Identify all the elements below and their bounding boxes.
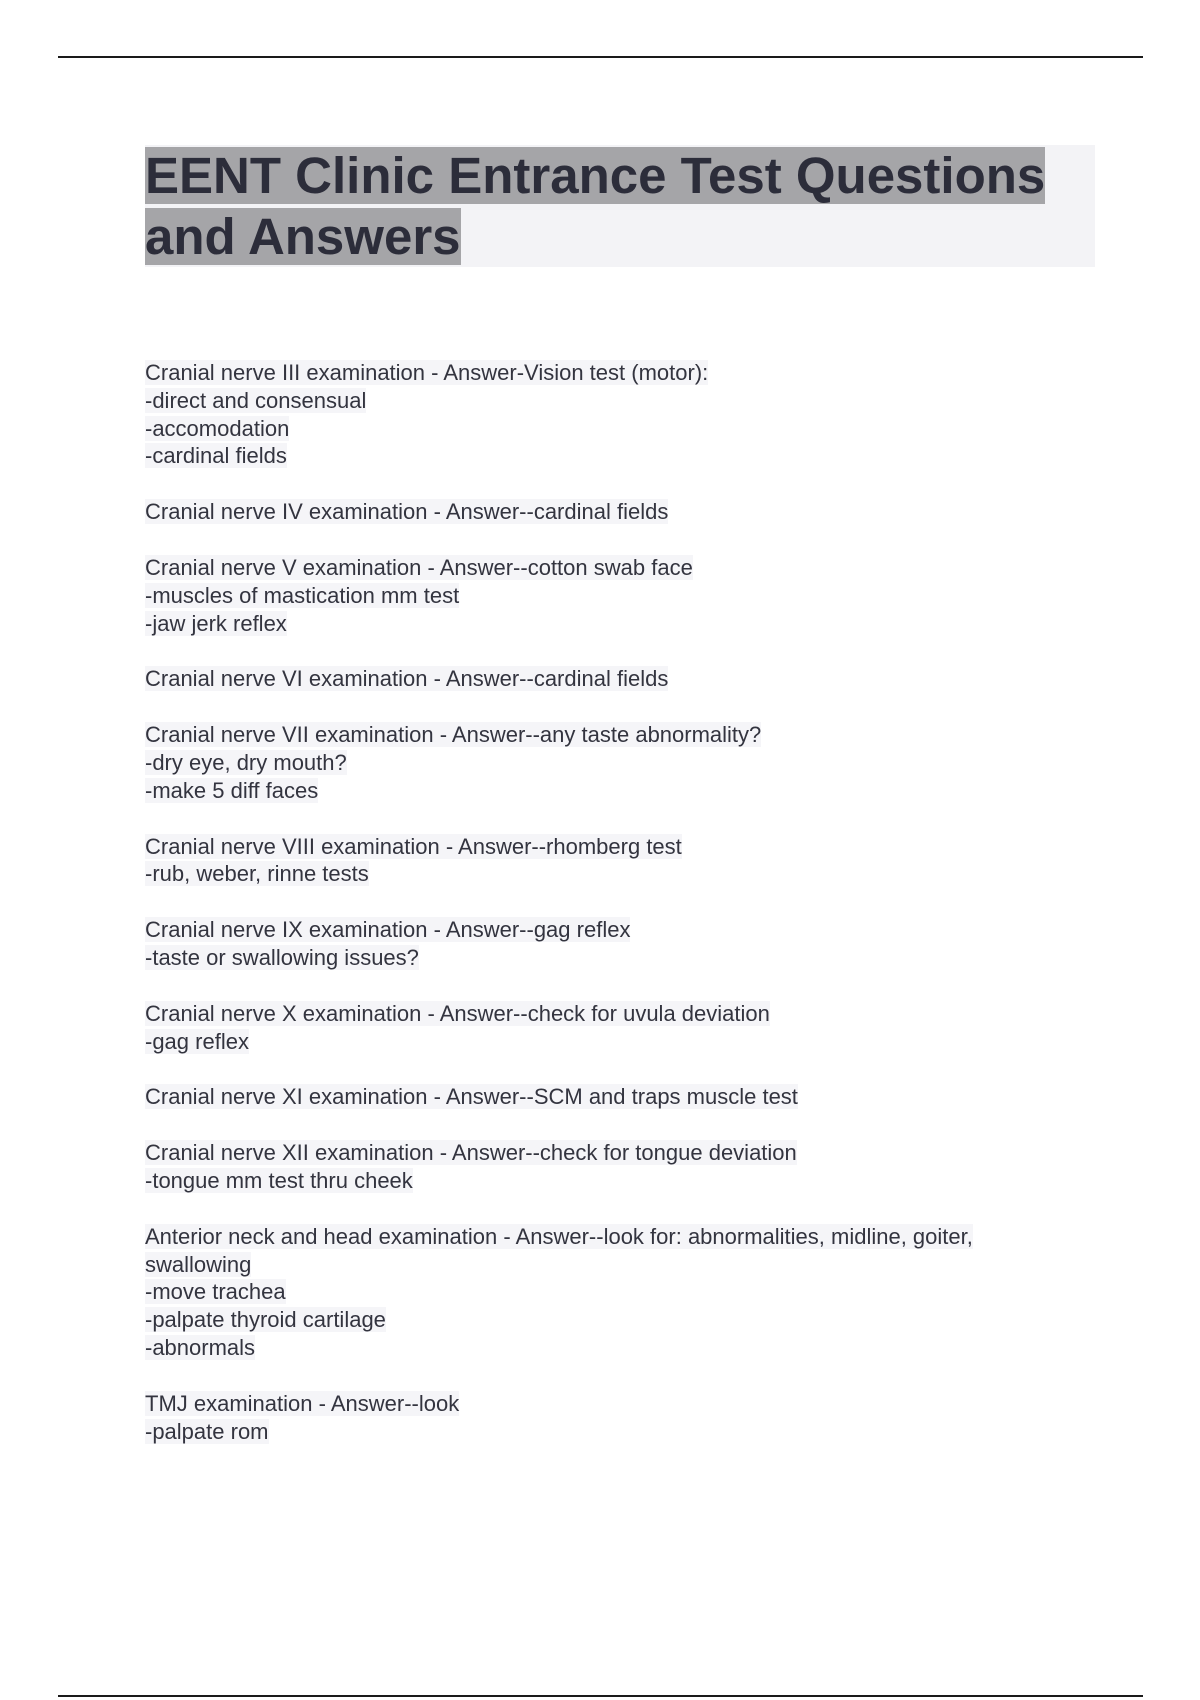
qa-line-text: Cranial nerve IX examination - Answer--gag reflex: [145, 917, 631, 943]
qa-question-line: [145, 359, 1085, 387]
title-line-2: and Answers: [145, 208, 461, 265]
qa-question-line: [145, 1223, 1085, 1251]
qa-answer-line: [145, 1167, 1085, 1195]
document-title: [145, 145, 1095, 267]
qa-item: [145, 1139, 1085, 1195]
qa-question-line: [145, 721, 1085, 749]
qa-answer-line: [145, 777, 1085, 805]
qa-item: [145, 665, 1085, 693]
qa-line-text: Cranial nerve IV examination - Answer--cardinal fields: [145, 499, 669, 525]
qa-answer-line: [145, 387, 1085, 415]
qa-answer-line: [145, 442, 1085, 470]
qa-line-text: TMJ examination - Answer--look: [145, 1390, 460, 1416]
qa-line-text: Cranial nerve XII examination - Answer--check for tongue deviation: [145, 1140, 797, 1166]
qa-line-text: Anterior neck and head examination - Answer--look for: abnormalities, midline, goiter,: [145, 1223, 973, 1249]
qa-question-line: [145, 498, 1085, 526]
qa-line-text: -move trachea: [145, 1279, 286, 1305]
qa-line-text: -jaw jerk reflex: [145, 610, 287, 636]
qa-item: [145, 721, 1085, 804]
qa-question-line: [145, 916, 1085, 944]
qa-question-line: [145, 1000, 1085, 1028]
qa-question-line: [145, 833, 1085, 861]
title-block: [145, 145, 1095, 267]
qa-line-text: -dry eye, dry mouth?: [145, 749, 347, 775]
qa-item: [145, 498, 1085, 526]
qa-line-text: -palpate thyroid cartilage: [145, 1307, 386, 1333]
qa-line-text: -rub, weber, rinne tests: [145, 861, 369, 887]
qa-item: [145, 1390, 1085, 1446]
qa-answer-line: [145, 944, 1085, 972]
qa-answer-line: [145, 610, 1085, 638]
qa-line-text: Cranial nerve V examination - Answer--cotton swab face: [145, 554, 693, 580]
qa-question-line: [145, 1139, 1085, 1167]
qa-line-text: -taste or swallowing issues?: [145, 944, 419, 970]
qa-line-text: -cardinal fields: [145, 443, 287, 469]
qa-answer-line: [145, 582, 1085, 610]
bottom-divider: [58, 1695, 1143, 1697]
qa-line-text: -abnormals: [145, 1334, 256, 1360]
qa-answer-line: [145, 1251, 1085, 1279]
qa-line-text: swallowing: [145, 1251, 252, 1277]
qa-answer-line: [145, 415, 1085, 443]
qa-item: [145, 1223, 1085, 1362]
qa-line-text: -tongue mm test thru cheek: [145, 1167, 413, 1193]
qa-line-text: Cranial nerve XI examination - Answer--SCM and traps muscle test: [145, 1084, 798, 1110]
qa-item: [145, 916, 1085, 972]
top-divider: [58, 56, 1143, 58]
qa-answer-line: [145, 749, 1085, 777]
qa-line-text: Cranial nerve X examination - Answer--check for uvula deviation: [145, 1000, 770, 1026]
qa-item: [145, 1083, 1085, 1111]
qa-answer-line: [145, 1306, 1085, 1334]
qa-item: [145, 554, 1085, 637]
qa-answer-line: [145, 1334, 1085, 1362]
qa-line-text: Cranial nerve III examination - Answer-Vision test (motor):: [145, 360, 709, 385]
qa-line-text: Cranial nerve VI examination - Answer--cardinal fields: [145, 666, 669, 692]
qa-question-line: [145, 554, 1085, 582]
qa-item: [145, 833, 1085, 889]
qa-question-line: [145, 1390, 1085, 1418]
qa-list: [145, 359, 1085, 1473]
qa-line-text: -direct and consensual: [145, 387, 367, 413]
qa-line-text: -accomodation: [145, 415, 290, 441]
qa-answer-line: [145, 1278, 1085, 1306]
qa-answer-line: [145, 1418, 1085, 1446]
qa-item: [145, 359, 1085, 470]
title-line-1: EENT Clinic Entrance Test Questions: [145, 147, 1046, 204]
qa-line-text: -gag reflex: [145, 1028, 249, 1054]
qa-question-line: [145, 665, 1085, 693]
qa-question-line: [145, 1083, 1085, 1111]
qa-line-text: -palpate rom: [145, 1418, 269, 1444]
qa-line-text: -make 5 diff faces: [145, 777, 319, 803]
qa-item: [145, 1000, 1085, 1056]
qa-answer-line: [145, 860, 1085, 888]
qa-line-text: Cranial nerve VII examination - Answer--any taste abnormality?: [145, 722, 762, 748]
qa-line-text: -muscles of mastication mm test: [145, 582, 460, 608]
qa-line-text: Cranial nerve VIII examination - Answer--rhomberg test: [145, 833, 682, 859]
qa-answer-line: [145, 1028, 1085, 1056]
